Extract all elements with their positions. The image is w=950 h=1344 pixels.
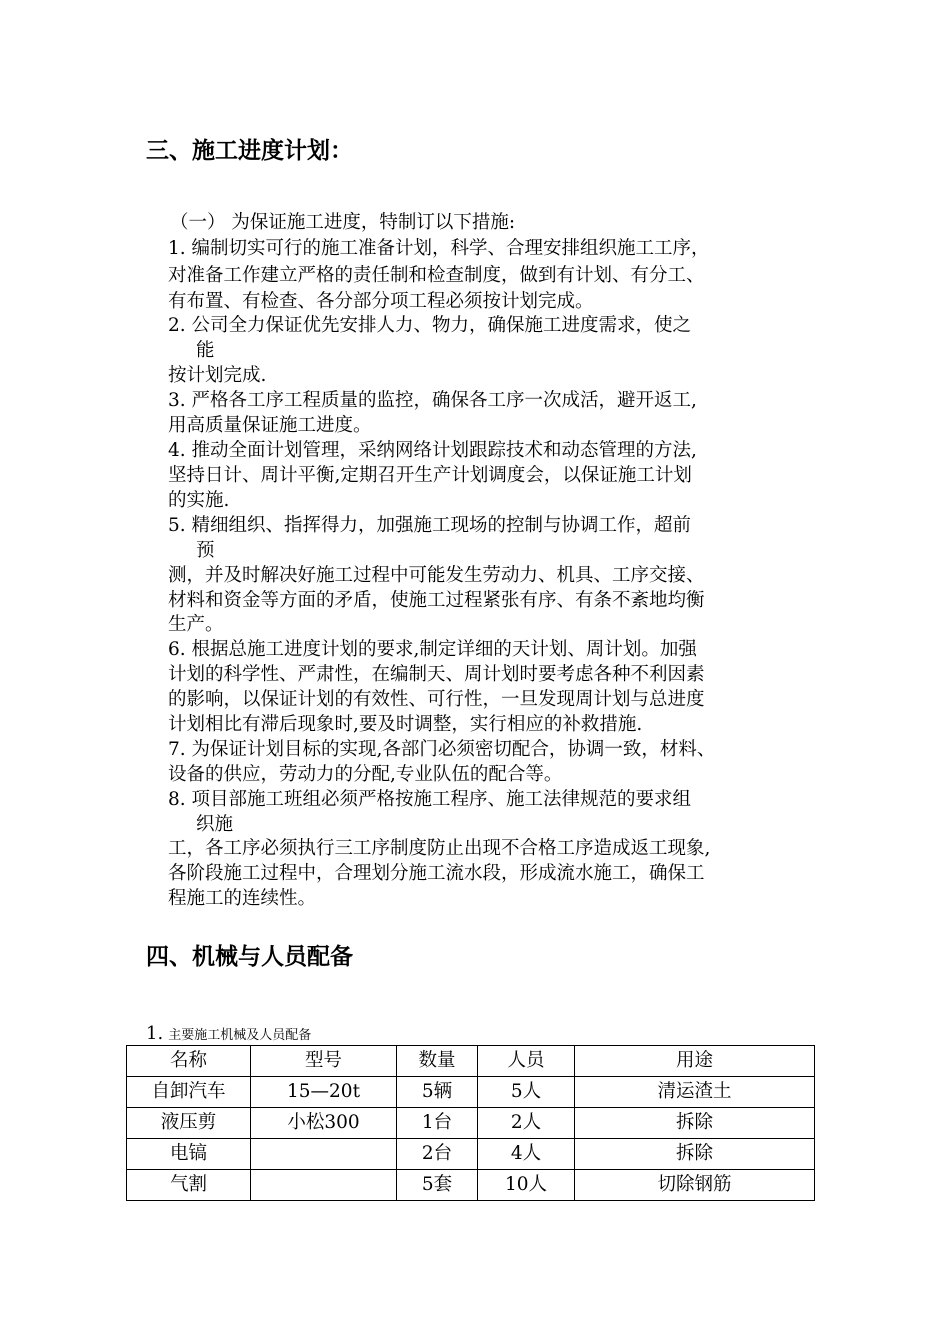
text-line: 8. 项目部施工班组必须严格按施工程序、施工法律规范的要求组 <box>168 789 692 810</box>
text-line: 预 <box>196 540 215 561</box>
table-cell: 5人 <box>478 1077 575 1108</box>
table-row <box>127 1108 815 1139</box>
text-line: 4. 推动全面计划管理，采纳网络计划跟踪技术和动态管理的方法, <box>168 440 697 461</box>
text-line: 5. 精细组织、指挥得力，加强施工现场的控制与协调工作，超前 <box>168 515 692 536</box>
table-cell: 自卸汽车 <box>127 1077 251 1108</box>
table-row <box>127 1077 815 1108</box>
text-line: 设备的供应，劳动力的分配,专业队伍的配合等。 <box>168 764 563 785</box>
table-cell: 15—20t <box>251 1077 397 1108</box>
table-cell: 4人 <box>478 1139 575 1170</box>
text-line: 计划相比有滞后现象时,要及时调整，实行相应的补救措施. <box>168 714 643 735</box>
table-cell: 5辆 <box>397 1077 478 1108</box>
text-line: 坚持日计、周计平衡,定期召开生产计划调度会，以保证施工计划 <box>168 465 692 486</box>
section-3-heading: 三、施工进度计划： <box>146 138 353 164</box>
text-line: 按计划完成. <box>168 365 267 386</box>
table-row <box>127 1170 815 1201</box>
text-line: 对准备工作建立严格的责任制和检查制度，做到有计划、有分工、 <box>168 265 705 286</box>
table-cell: 小松300 <box>251 1108 397 1139</box>
header-cell: 人员 <box>478 1046 575 1077</box>
text-line: 测，并及时解决好施工过程中可能发生劳动力、机具、工序交接、 <box>168 565 705 586</box>
text-line: 1. 编制切实可行的施工准备计划，科学、合理安排组织施工工序， <box>168 238 710 259</box>
text-line: 织施 <box>196 814 234 835</box>
text-line: 的影响，以保证计划的有效性、可行性，一旦发现周计划与总进度 <box>168 689 705 710</box>
text-line: 能 <box>196 340 215 361</box>
table-cell: 10人 <box>478 1170 575 1201</box>
table-cell: 2台 <box>397 1139 478 1170</box>
text-line: 6. 根据总施工进度计划的要求,制定详细的天计划、周计划。加强 <box>168 639 697 660</box>
table-cell: 拆除 <box>575 1108 815 1139</box>
table-cell: 清运渣土 <box>575 1077 815 1108</box>
header-cell: 用途 <box>575 1046 815 1077</box>
text-line: 3. 严格各工序工程质量的监控，确保各工序一次成活，避开返工, <box>168 390 697 411</box>
text-line: 各阶段施工过程中，合理划分施工流水段，形成流水施工，确保工 <box>168 863 705 884</box>
text-line: 7. 为保证计划目标的实现,各部门必须密切配合，协调一致，材料、 <box>168 739 716 760</box>
table-cell: 液压剪 <box>127 1108 251 1139</box>
table-cell: 切除钢筋 <box>575 1170 815 1201</box>
table-header-row <box>127 1046 815 1077</box>
text-line: （一） 为保证施工进度，特制订以下措施: <box>170 212 516 233</box>
table-cell <box>251 1139 397 1170</box>
header-cell: 型号 <box>251 1046 397 1077</box>
table-row <box>127 1139 815 1170</box>
table-caption <box>146 1024 311 1046</box>
table-caption-number: 1. <box>146 1023 164 1044</box>
text-line: 的实施. <box>168 490 230 511</box>
header-cell: 名称 <box>127 1046 251 1077</box>
text-line: 计划的科学性、严肃性，在编制天、周计划时要考虑各种不利因素 <box>168 664 705 685</box>
text-line: 用高质量保证施工进度。 <box>168 415 372 436</box>
equipment-table <box>126 1045 815 1201</box>
text-line: 材料和资金等方面的矛盾，使施工过程紧张有序、有条不紊地均衡 <box>168 590 705 611</box>
section-4-heading: 四、机械与人员配备 <box>146 944 353 970</box>
header-cell: 数量 <box>397 1046 478 1077</box>
table-cell <box>251 1170 397 1201</box>
text-line: 生产。 <box>168 614 224 635</box>
text-line: 工，各工序必须执行三工序制度防止出现不合格工序造成返工现象, <box>168 838 711 859</box>
table-cell: 5套 <box>397 1170 478 1201</box>
table-cell: 电镐 <box>127 1139 251 1170</box>
table-cell: 气割 <box>127 1170 251 1201</box>
table-cell: 2人 <box>478 1108 575 1139</box>
text-line: 有布置、有检查、各分部分项工程必须按计划完成。 <box>168 291 594 312</box>
table-caption-text: 主要施工机械及人员配备 <box>168 1028 312 1043</box>
table-cell: 1台 <box>397 1108 478 1139</box>
text-line: 2. 公司全力保证优先安排人力、物力，确保施工进度需求，使之 <box>168 315 692 336</box>
table-cell: 拆除 <box>575 1139 815 1170</box>
text-line: 程施工的连续性。 <box>168 888 317 909</box>
